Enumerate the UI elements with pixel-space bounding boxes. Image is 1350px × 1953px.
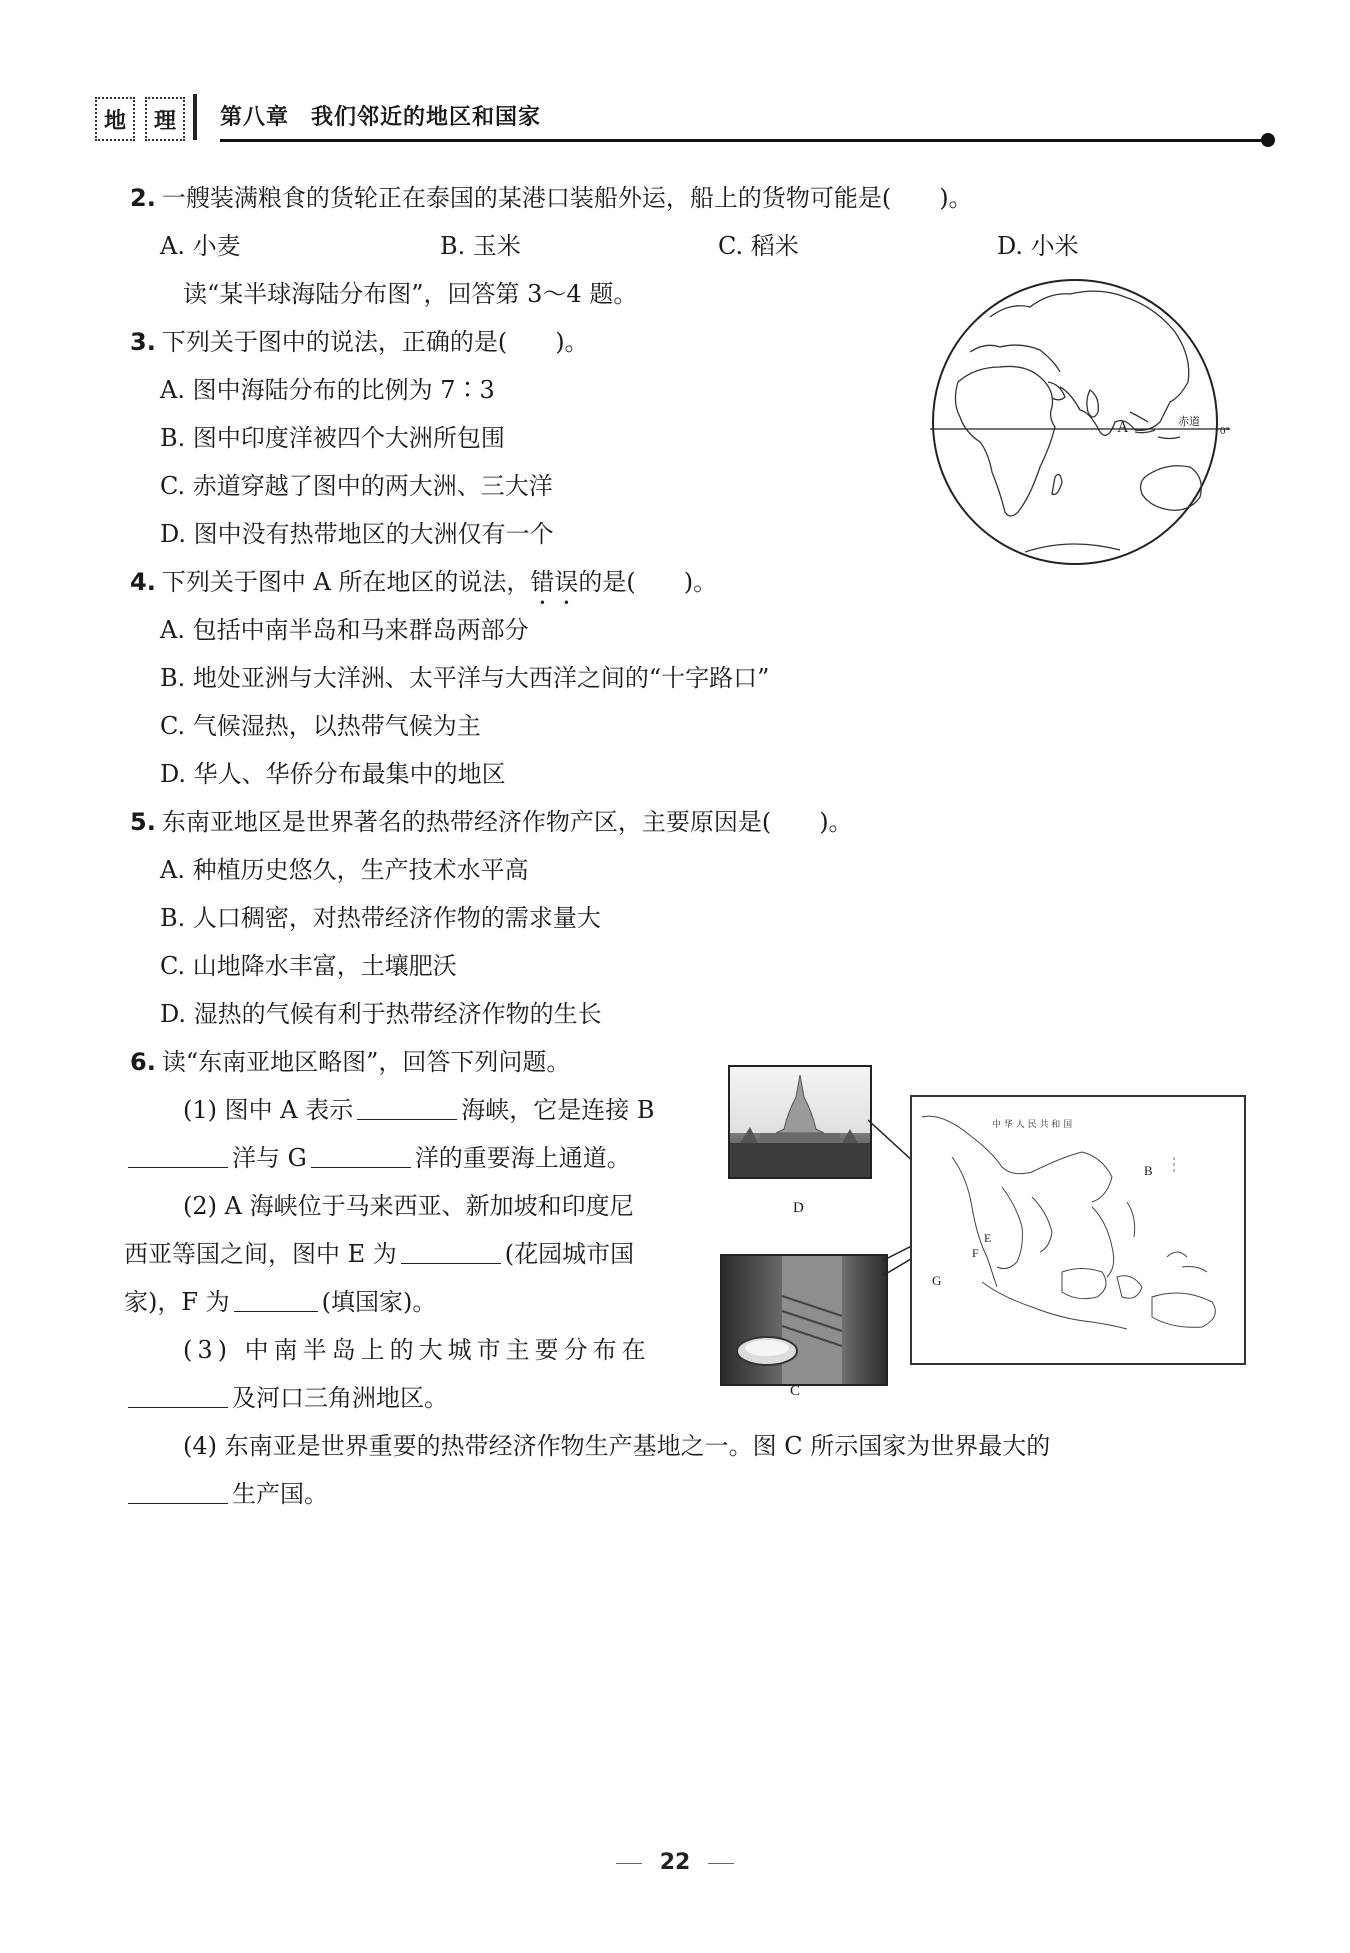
page-number-text: 22 bbox=[659, 1850, 691, 1875]
subject-box-1 bbox=[95, 97, 135, 141]
text: (填国家)。 bbox=[321, 1288, 437, 1316]
text: 海峡，它是连接 B bbox=[461, 1096, 655, 1124]
answer-blank[interactable] bbox=[234, 1289, 318, 1312]
label-f: F bbox=[972, 1246, 979, 1260]
answer-blank[interactable] bbox=[401, 1241, 501, 1264]
intro-text: 读“某半球海陆分布图”，回答第 3～4 题。 bbox=[183, 280, 638, 308]
page-number bbox=[0, 1850, 1350, 1875]
label-b: B bbox=[1144, 1163, 1153, 1178]
question-5 bbox=[130, 806, 853, 838]
header-separator bbox=[193, 94, 197, 140]
q6-part1-line2 bbox=[124, 1142, 631, 1174]
option-d: D. 湿热的气候有利于热带经济作物的生长 bbox=[160, 1000, 602, 1028]
rubber-tapping-photo bbox=[720, 1254, 888, 1386]
text: 西亚等国之间，图中 E 为 bbox=[124, 1240, 397, 1268]
answer-blank[interactable] bbox=[357, 1097, 457, 1120]
question-number: 3. bbox=[130, 328, 156, 356]
header-rule bbox=[220, 139, 1267, 142]
text: 及河口三角洲地区。 bbox=[232, 1384, 448, 1412]
text: 洋与 G bbox=[232, 1144, 307, 1172]
question-2 bbox=[130, 182, 973, 214]
text: (1) 图中 A 表示 bbox=[183, 1096, 354, 1124]
question-4 bbox=[130, 566, 717, 610]
page-number-dash bbox=[616, 1863, 642, 1864]
q6-part1-line1 bbox=[183, 1094, 654, 1126]
header-rule-dot bbox=[1261, 133, 1275, 147]
chapter-number: 第八章 bbox=[220, 105, 290, 130]
q6-part4-line1: (4) 东南亚是世界重要的热带经济作物生产基地之一。图 C 所示国家为世界最大的 bbox=[183, 1432, 1051, 1460]
page-number-dash bbox=[708, 1863, 734, 1864]
option-b: B. 图中印度洋被四个大洲所包围 bbox=[160, 424, 505, 452]
q6-part3-line2 bbox=[124, 1382, 448, 1414]
hemisphere-map bbox=[930, 272, 1240, 572]
text: (花园城市国 bbox=[504, 1240, 635, 1268]
option-b: B. 玉米 bbox=[440, 232, 521, 260]
option-a: A. 图中海陆分布的比例为 7∶3 bbox=[160, 376, 495, 404]
option-c: C. 气候湿热，以热带气候为主 bbox=[160, 712, 481, 740]
pagoda-image bbox=[730, 1067, 870, 1177]
option-a: A. 小麦 bbox=[160, 232, 241, 260]
southeast-asia-map-drawing bbox=[912, 1097, 1244, 1363]
question-stem: 一艘装满粮食的货轮正在泰国的某港口装船外运，船上的货物可能是( )。 bbox=[161, 184, 973, 212]
rubber-tapping-image bbox=[722, 1256, 886, 1384]
option-c: C. 稻米 bbox=[718, 232, 799, 260]
option-c: C. 山地降水丰富，土壤肥沃 bbox=[160, 952, 457, 980]
question-stem-end: 的是( )。 bbox=[578, 568, 718, 596]
label-g: G bbox=[932, 1273, 942, 1288]
question-stem: 读“东南亚地区略图”，回答下列问题。 bbox=[161, 1048, 571, 1076]
option-a: A. 包括中南半岛和马来群岛两部分 bbox=[160, 616, 529, 644]
subject-box-2 bbox=[145, 97, 185, 141]
emphasized-word: 错误 bbox=[530, 568, 579, 596]
question-6 bbox=[130, 1046, 570, 1078]
map-country-label: 中 华 人 民 共 和 国 bbox=[992, 1120, 1073, 1130]
question-number: 4. bbox=[130, 568, 156, 596]
question-3 bbox=[130, 326, 589, 358]
option-d: D. 小米 bbox=[997, 232, 1079, 260]
option-b: B. 地处亚洲与大洋洲、太平洋与大西洋之间的“十字路口” bbox=[160, 664, 770, 692]
q6-part2-line2 bbox=[124, 1238, 634, 1270]
text: 洋的重要海上通道。 bbox=[414, 1144, 631, 1172]
question-number: 6. bbox=[130, 1048, 156, 1076]
label-e: E bbox=[984, 1231, 992, 1245]
question-stem: 下列关于图中的说法，正确的是( )。 bbox=[161, 328, 589, 356]
equator-label: 赤道 bbox=[1178, 415, 1200, 428]
text: 生产国。 bbox=[232, 1480, 328, 1508]
answer-blank[interactable] bbox=[128, 1481, 228, 1504]
chapter-title: 我们邻近的地区和国家 bbox=[311, 105, 542, 130]
question-stem: 下列关于图中 A 所在地区的说法， bbox=[161, 568, 531, 596]
question-stem: 东南亚地区是世界著名的热带经济作物产区，主要原因是( )。 bbox=[161, 808, 853, 836]
degree-label: 0° bbox=[1220, 425, 1230, 437]
q6-part4-line2 bbox=[124, 1478, 328, 1510]
answer-blank[interactable] bbox=[128, 1385, 228, 1408]
subject-char: 地 bbox=[103, 108, 126, 134]
question-number: 5. bbox=[130, 808, 156, 836]
answer-blank[interactable] bbox=[311, 1145, 411, 1168]
option-b: B. 人口稠密，对热带经济作物的需求量大 bbox=[160, 904, 601, 932]
text: 家)，F 为 bbox=[124, 1288, 230, 1316]
southeast-asia-map bbox=[910, 1095, 1246, 1365]
option-d: D. 图中没有热带地区的大洲仅有一个 bbox=[160, 520, 554, 548]
q6-part3-line1: (3) 中南半岛上的大城市主要分布在 bbox=[183, 1336, 651, 1364]
pagoda-photo bbox=[728, 1065, 872, 1179]
photo-c-caption: C bbox=[790, 1383, 801, 1399]
subject-char: 理 bbox=[153, 108, 176, 134]
q6-part2-line3 bbox=[124, 1286, 436, 1318]
option-c: C. 赤道穿越了图中的两大洲、三大洋 bbox=[160, 472, 553, 500]
label-a: A bbox=[1117, 419, 1129, 436]
chapter-heading bbox=[220, 100, 541, 131]
answer-blank[interactable] bbox=[128, 1145, 228, 1168]
question-number: 2. bbox=[130, 184, 156, 212]
option-a: A. 种植历史悠久，生产技术水平高 bbox=[160, 856, 529, 884]
option-d: D. 华人、华侨分布最集中的地区 bbox=[160, 760, 506, 788]
photo-d-caption: D bbox=[793, 1200, 804, 1216]
q6-part2-line1: (2) A 海峡位于马来西亚、新加坡和印度尼 bbox=[183, 1192, 634, 1220]
